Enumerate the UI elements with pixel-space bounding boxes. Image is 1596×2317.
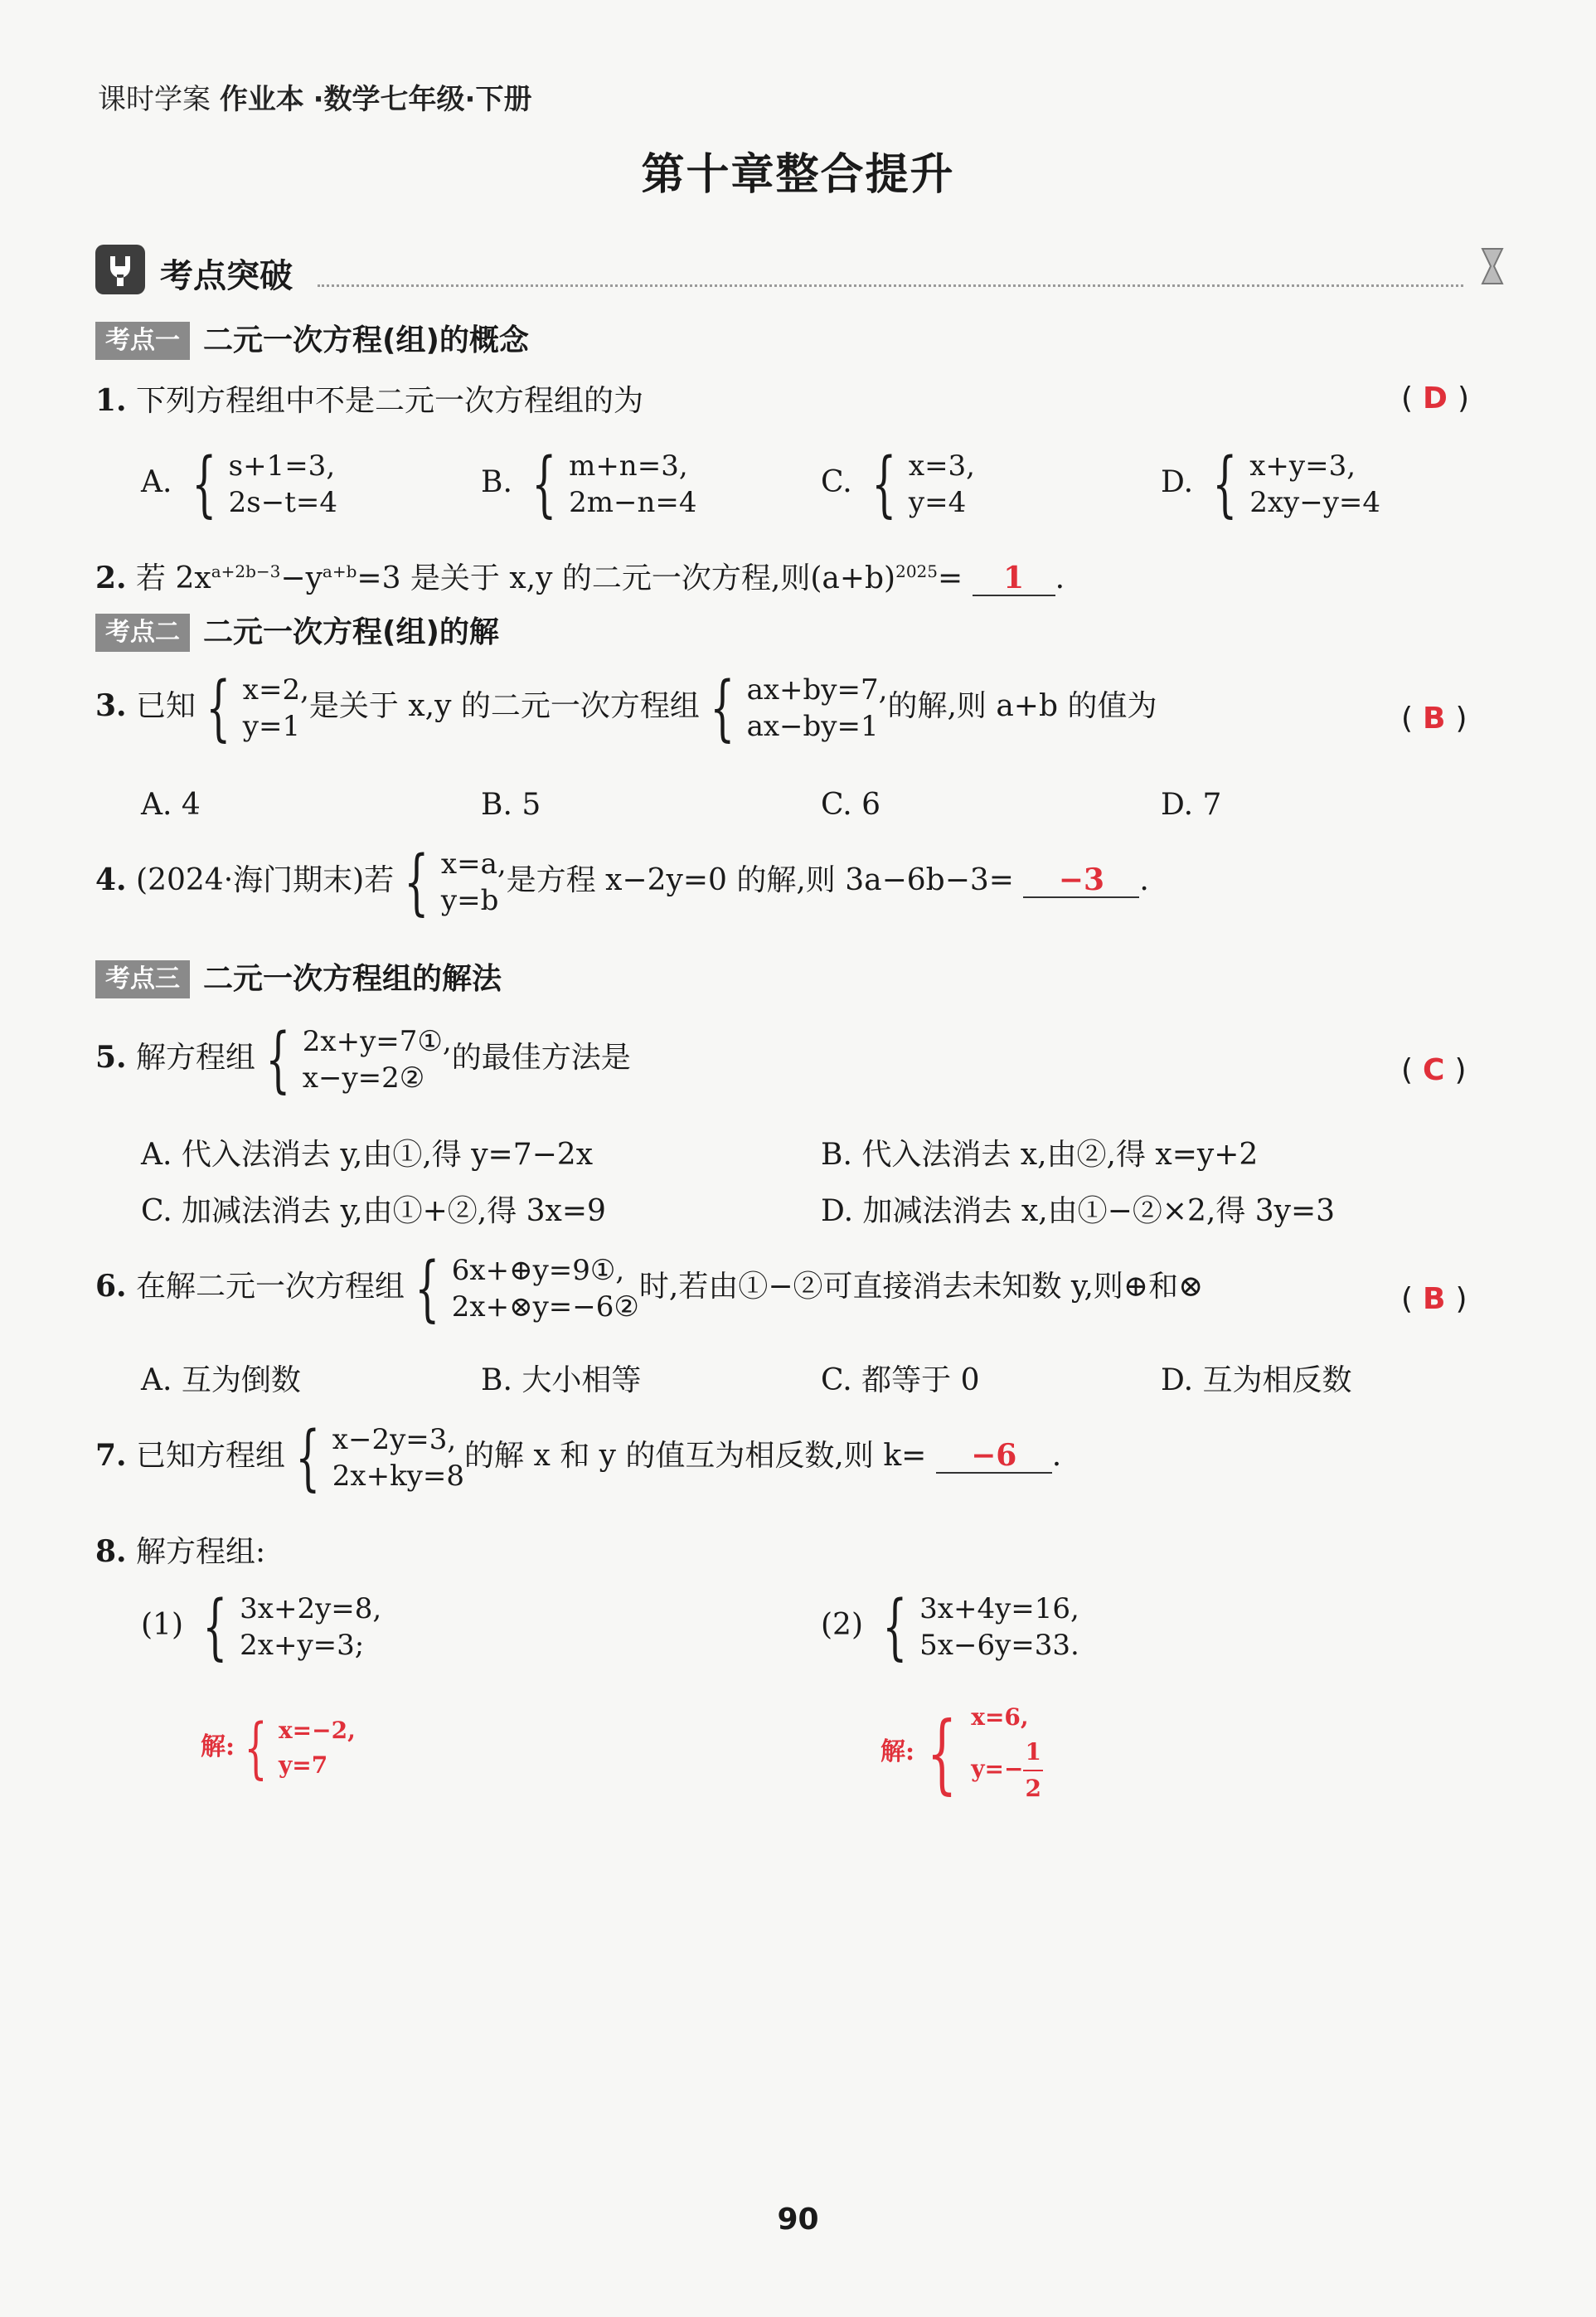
q7: 7. 已知方程组 { x−2y=3, 2x+ky=8 的解 x 和 y 的值互为相反数,则 k= −6 . xyxy=(95,1416,1062,1499)
q6-sys-line1: 6x+⊕y=9①, xyxy=(451,1254,625,1287)
q4: 4. (2024·海门期末)若 { x=a, y=b 是方程 x−2y=0 的解,则 3a−6b−3= −3 . xyxy=(95,841,1149,924)
q1-d-line1: x+y=3, xyxy=(1249,449,1356,483)
q4-pre: (2024·海门期末)若 xyxy=(136,863,395,897)
kp3-tag: 考点三 xyxy=(95,960,190,998)
q1-answer: ( D ) xyxy=(1401,381,1469,415)
kp1-tag: 考点一 xyxy=(95,322,190,360)
q6: 6. 在解二元一次方程组 { 6x+⊕y=9①, 2x+⊗y=−6② 时,若由①−②可直接消去未知数 y,则⊕和⊗ xyxy=(95,1247,1204,1330)
q2-exp2: a+b xyxy=(322,561,357,581)
q1-text: 下列方程组中不是二元一次方程组的为 xyxy=(136,384,644,418)
q2-eq: = xyxy=(938,561,963,595)
kp2-title: 二元一次方程(组)的解 xyxy=(203,615,499,649)
q3-option-b: B. 5 xyxy=(481,788,541,822)
book-header xyxy=(98,76,531,117)
section-label: 考点突破 xyxy=(160,257,293,295)
q5-number: 5. xyxy=(95,1040,127,1075)
q8-p2-sol-line2: y=− xyxy=(971,1755,1024,1783)
q8-p1-sol-label: 解: xyxy=(201,1732,235,1761)
q8-text: 解方程组: xyxy=(136,1535,266,1569)
kp2-tag: 考点二 xyxy=(95,614,190,652)
q7-number: 7. xyxy=(95,1438,127,1473)
kp3-heading xyxy=(95,960,502,998)
q1-option-d: D. { x+y=3, 2xy−y=4 xyxy=(1161,443,1381,526)
q6-option-d: D. 互为相反数 xyxy=(1161,1363,1352,1397)
q3-sys2-line2: ax−by=1 xyxy=(746,710,879,743)
q2-mid: −y xyxy=(280,561,323,595)
q8-p2-sol-label: 解: xyxy=(880,1737,915,1766)
q5-sys-line2: x−y=2② xyxy=(302,1061,425,1095)
q1-b-line1: m+n=3, xyxy=(569,449,688,483)
q2-exp1: a+2b−3 xyxy=(211,561,281,581)
q5-answer: ( C ) xyxy=(1401,1053,1467,1087)
q8-p2-sol-line1: x=6, xyxy=(971,1703,1029,1731)
q8-p2-solution: 解: { x=6, y=− $\frac{1}{2}$ xyxy=(880,1700,1043,1806)
q4-number: 4. xyxy=(95,862,127,897)
q5-option-b: B. 代入法消去 x,由②,得 x=y+2 xyxy=(821,1138,1259,1172)
q4-sys-line1: x=a, xyxy=(440,848,507,881)
q6-option-a: A. 互为倒数 xyxy=(141,1363,301,1397)
q6-answer: ( B ) xyxy=(1401,1282,1467,1316)
q5-option-d: D. 加减法消去 x,由①−②×2,得 3y=3 xyxy=(821,1194,1336,1228)
q4-end: . xyxy=(1139,863,1149,897)
q2-pre: 若 2x xyxy=(136,561,211,595)
q1-option-c: C. { x=3, y=4 xyxy=(821,443,975,526)
q6-option-b: B. 大小相等 xyxy=(481,1363,642,1397)
q3-answer-letter: B xyxy=(1423,702,1446,736)
section-divider xyxy=(318,284,1463,287)
header-book: 作业本 xyxy=(219,83,304,116)
kp1-title: 二元一次方程(组)的概念 xyxy=(203,323,529,357)
q6-sys-line2: 2x+⊗y=−6② xyxy=(451,1290,639,1324)
q3-sys1-line1: x=2, xyxy=(242,673,309,707)
kp2-heading xyxy=(95,614,499,652)
q7-end: . xyxy=(1051,1439,1062,1473)
q2-number: 2. xyxy=(95,561,127,595)
q3-sys2-line1: ax+by=7, xyxy=(746,673,888,707)
q5-option-a: A. 代入法消去 y,由①,得 y=7−2x xyxy=(141,1138,593,1172)
q4-post: 是方程 x−2y=0 的解,则 3a−6b−3= xyxy=(506,863,1014,897)
q5: 5. 解方程组 { 2x+y=7①, x−y=2② 的最佳方法是 xyxy=(95,1018,631,1101)
q8-p1-line2: 2x+y=3; xyxy=(240,1629,365,1662)
q4-answer: −3 xyxy=(1023,863,1139,898)
q8-p2-line1: 3x+4y=16, xyxy=(919,1592,1079,1625)
q1-number: 1. xyxy=(95,383,127,418)
q1-option-d-label: D. xyxy=(1161,465,1194,499)
q8-stem xyxy=(95,1533,265,1571)
q3: 3. 已知 { x=2, y=1 是关于 x,y 的二元一次方程组 { ax+by=7, ax−by=1 的解,则 a+b 的值为 xyxy=(95,667,1157,750)
q2-end: . xyxy=(1055,561,1065,595)
q7-sys-line1: x−2y=3, xyxy=(332,1423,457,1456)
hourglass-icon xyxy=(1480,246,1505,286)
q1-option-a: A. { s+1=3, 2s−t=4 xyxy=(141,443,337,526)
page-number: 90 xyxy=(777,2203,819,2237)
q8-p1-solution: 解: { x=−2, y=7 xyxy=(201,1709,356,1786)
q3-pre: 已知 xyxy=(136,689,196,723)
q2-post: =3 是关于 x,y 的二元一次方程,则(a+b) xyxy=(357,561,896,595)
q8-p1-label: (1) xyxy=(141,1608,183,1642)
section-bar xyxy=(95,245,1505,294)
q5-pre: 解方程组 xyxy=(136,1041,256,1075)
q7-pre: 已知方程组 xyxy=(136,1439,286,1473)
q1-option-b-label: B. xyxy=(481,465,512,499)
q8-p1-sol-line2: y=7 xyxy=(278,1751,328,1779)
q1-option-b: B. { m+n=3, 2m−n=4 xyxy=(481,443,697,526)
q6-number: 6. xyxy=(95,1269,127,1304)
q5-sys-line1: 2x+y=7①, xyxy=(302,1025,452,1058)
q8-p2-fraction xyxy=(1023,1735,1042,1806)
q3-post: 的解,则 a+b 的值为 xyxy=(887,689,1157,723)
q1-a-line2: 2s−t=4 xyxy=(228,486,337,519)
header-subject: ·数学七年级·下册 xyxy=(313,83,532,116)
q3-mid: 是关于 x,y 的二元一次方程组 xyxy=(308,689,700,723)
q1-option-a-label: A. xyxy=(141,465,172,499)
q6-post: 时,若由①−②可直接消去未知数 y,则⊕和⊗ xyxy=(638,1270,1204,1304)
q3-option-d: D. 7 xyxy=(1161,788,1222,822)
fraction-numerator: 1 xyxy=(1023,1735,1042,1771)
q3-number: 3. xyxy=(95,688,127,723)
q8-number: 8. xyxy=(95,1534,127,1569)
q1-option-c-label: C. xyxy=(821,465,852,499)
q3-option-a: A. 4 xyxy=(141,788,201,822)
q1-b-line2: 2m−n=4 xyxy=(569,486,697,519)
q5-post: 的最佳方法是 xyxy=(451,1041,631,1075)
q8-part1: (1) { 3x+2y=8, 2x+y=3; xyxy=(141,1586,382,1669)
header-series: 课时学案 xyxy=(98,83,211,116)
wrench-icon xyxy=(95,245,145,294)
q2 xyxy=(95,552,1065,598)
q8-p1-line1: 3x+2y=8, xyxy=(240,1592,382,1625)
q1-answer-letter: D xyxy=(1423,381,1448,415)
q8-p2-line2: 5x−6y=33. xyxy=(919,1629,1079,1662)
fraction-denominator: 2 xyxy=(1025,1775,1041,1802)
q8-p1-sol-line1: x=−2, xyxy=(278,1717,356,1744)
q3-option-c: C. 6 xyxy=(821,788,881,822)
q8-part2: (2) { 3x+4y=16, 5x−6y=33. xyxy=(821,1586,1079,1669)
q1-stem xyxy=(95,381,643,420)
q3-answer: ( B ) xyxy=(1401,702,1467,736)
q7-post: 的解 x 和 y 的值互为相反数,则 k= xyxy=(464,1439,927,1473)
q5-option-c: C. 加减法消去 y,由①+②,得 3x=9 xyxy=(141,1194,606,1228)
q8-p2-label: (2) xyxy=(821,1608,863,1642)
q2-exp3: 2025 xyxy=(895,561,939,581)
kp1-heading xyxy=(95,322,529,360)
kp3-title: 二元一次方程组的解法 xyxy=(203,962,502,996)
q5-answer-letter: C xyxy=(1423,1053,1445,1087)
q7-answer: −6 xyxy=(936,1439,1052,1474)
q1-c-line1: x=3, xyxy=(908,449,975,483)
q2-answer: 1 xyxy=(973,561,1055,596)
q7-sys-line2: 2x+ky=8 xyxy=(332,1460,465,1493)
q1-d-line2: 2xy−y=4 xyxy=(1249,486,1381,519)
q6-answer-letter: B xyxy=(1423,1282,1446,1316)
q6-pre: 在解二元一次方程组 xyxy=(136,1270,405,1304)
q4-sys-line2: y=b xyxy=(440,884,499,917)
q1-c-line2: y=4 xyxy=(908,486,967,519)
chapter-title: 第十章整合提升 xyxy=(641,149,955,200)
q1-a-line1: s+1=3, xyxy=(228,449,336,483)
q3-sys1-line2: y=1 xyxy=(242,710,301,743)
q6-option-c: C. 都等于 0 xyxy=(821,1363,980,1397)
